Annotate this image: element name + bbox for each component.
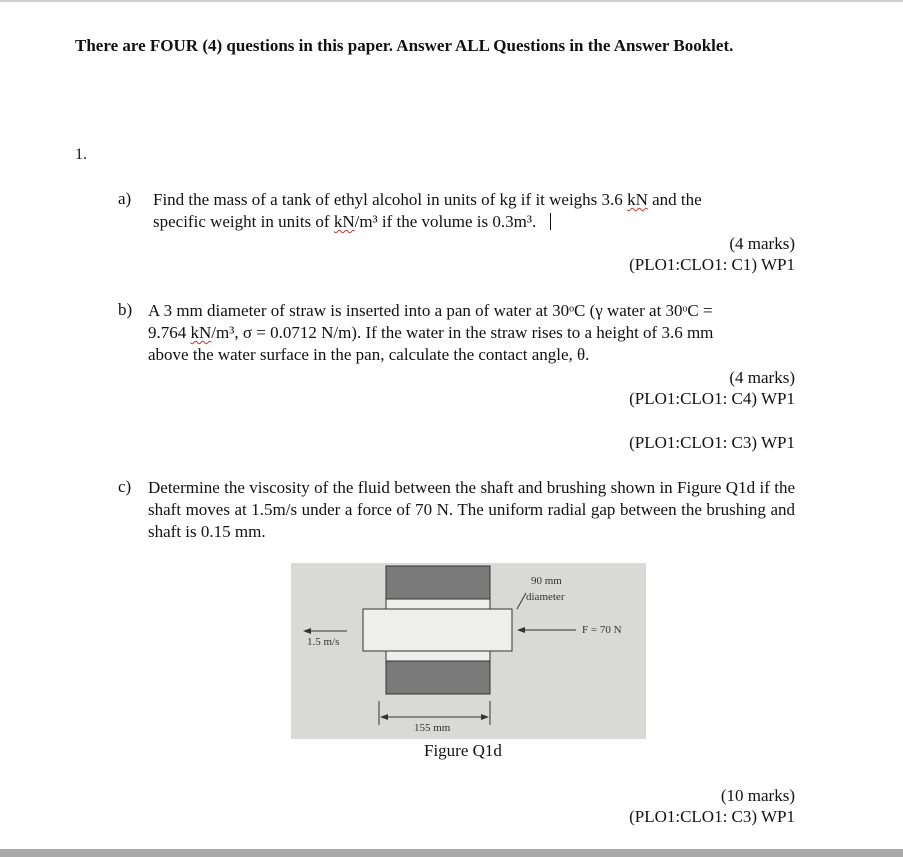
part-b-line2: [148, 322, 798, 344]
force-arrowhead: [517, 627, 525, 633]
part-c-marks-block: [629, 785, 795, 827]
part-a-line1-post: and the: [647, 190, 702, 209]
force-label: F = 70 N: [582, 624, 622, 636]
top-rule: [0, 0, 903, 2]
part-b-unit: kN: [190, 323, 212, 342]
part-a-line1-pre: Find the mass of a tank of ethyl alcohol in units of kg if it weighs 3.6: [153, 190, 628, 209]
velocity-label: 1.5 m/s: [307, 636, 340, 648]
diameter-leader: [517, 593, 526, 609]
part-b-marks-block: [629, 367, 795, 409]
exam-instructions: There are FOUR (4) questions in this paper. Answer ALL Questions in the Answer Booklet.: [75, 36, 734, 55]
part-a-line2-post: /m³ if the volume is 0.3m³.: [354, 212, 537, 231]
part-a-line1: [153, 189, 803, 211]
question-number: 1.: [75, 146, 87, 163]
part-b-line2-pre: 9.764: [148, 323, 191, 342]
part-b-plo: (PLO1:CLO1: C4) WP1: [629, 389, 795, 408]
figure-q1d: [291, 563, 646, 739]
part-b-marks: (4 marks): [729, 368, 795, 387]
velocity-arrowhead: [303, 628, 311, 634]
part-b-text: [148, 300, 798, 366]
diameter-word-label: diameter: [526, 591, 565, 603]
part-a-text: [153, 189, 803, 233]
part-b-line1: A 3 mm diameter of straw is inserted into a pan of water at 30ᵒC (γ water at 30ᵒC =: [148, 301, 713, 320]
diameter-value-label: 90 mm: [531, 575, 562, 587]
length-label: 155 mm: [414, 722, 451, 734]
lower-bushing: [386, 661, 490, 694]
length-arrowhead-right: [481, 714, 489, 720]
part-a-marks: (4 marks): [729, 234, 795, 253]
upper-bushing: [386, 566, 490, 599]
part-a-letter: a): [118, 189, 132, 208]
figure-diagram: [291, 563, 646, 739]
part-b-line2-post: /m³, σ = 0.0712 N/m). If the water in the straw rises to a height of 3.6 mm: [211, 323, 714, 342]
upper-gap: [386, 599, 490, 609]
part-a-unit-1: kN: [627, 190, 648, 209]
part-c-letter: c): [118, 477, 132, 496]
text-cursor[interactable]: [550, 213, 551, 230]
part-a-marks-block: [629, 233, 795, 275]
bottom-scroll-bar[interactable]: [0, 849, 903, 857]
part-b-letter: b): [118, 300, 133, 319]
part-c-text: Determine the viscosity of the fluid between the shaft and brushing shown in Figure Q1d if the shaft moves at 1.5m/s under a force of 70 N. The uniform radial gap between the brushing and shaft is 0.15 mm.: [148, 478, 795, 541]
part-b-plo-extra: (PLO1:CLO1: C3) WP1: [629, 433, 795, 452]
part-c-plo: (PLO1:CLO1: C3) WP1: [629, 807, 795, 826]
part-a-line2-pre: specific weight in units of: [153, 212, 334, 231]
part-a-plo: (PLO1:CLO1: C1) WP1: [629, 255, 795, 274]
part-b-line3: above the water surface in the pan, calculate the contact angle, θ.: [148, 345, 590, 364]
part-c-marks: (10 marks): [720, 786, 795, 805]
lower-gap: [386, 651, 490, 661]
part-a-line2: [153, 211, 803, 233]
length-arrowhead-left: [380, 714, 388, 720]
figure-caption: Figure Q1d: [424, 741, 502, 760]
shaft: [363, 609, 512, 651]
part-a-unit-2: kN: [333, 212, 355, 231]
